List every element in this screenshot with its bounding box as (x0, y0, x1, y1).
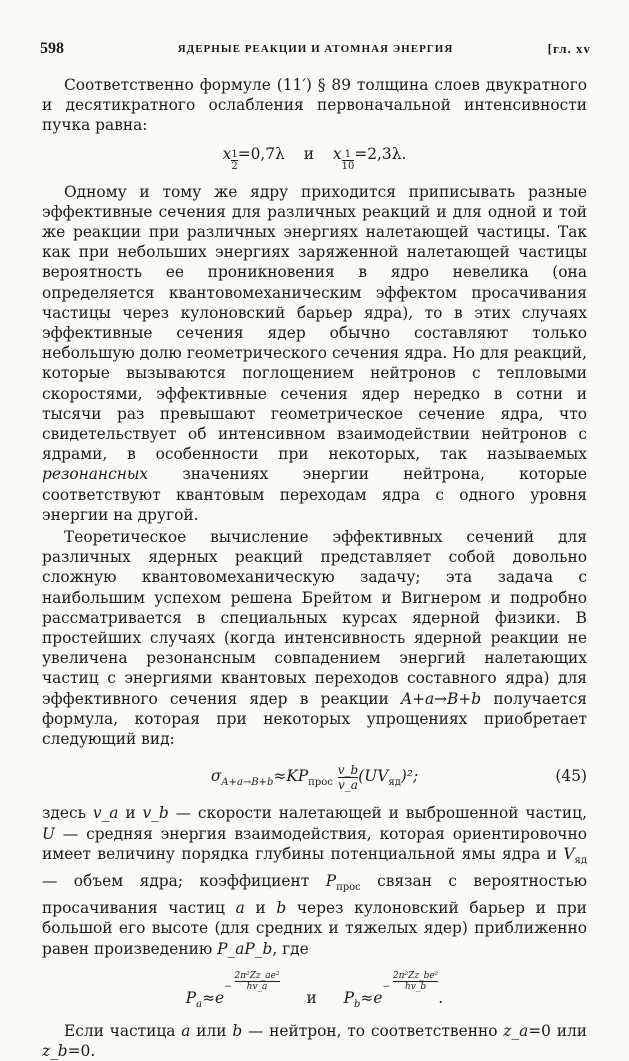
equation-thickness: x $\frac{1}{2}$ =0,7λ и x $\frac{1}{10}$ =2,3λ. (222, 144, 407, 172)
equation-number: (45) (555, 767, 587, 786)
running-header (40, 40, 591, 60)
equation-penetration: $P_a\approx e$ − $\frac{\text{2π²Zz\_ae²}}{hv\_a}$ и $P_b\approx e$ − $\frac{\text{2π²Zz\_be²}}{hv\_b}$ . (185, 970, 444, 1010)
emphasis-resonant: резонансных (42, 465, 149, 484)
running-title: ЯДЕРНЫЕ РЕАКЦИИ И АТОМНАЯ ЭНЕРГИЯ (177, 43, 454, 55)
page-number: 598 (40, 40, 64, 57)
paragraph-3: Теоретическое вычисление эффективных сечений для различных ядерных реакций представляет собой довольно сложную квантовомеханическую задачу; эта задача с наибольшим успехом решена Брейтом и Вигнером и подробно рассматривается в специальных курсах ядерной физики. В простейших случаях (когда интенсивность ядерной реакции не увеличена резонансным совпадением энергий налетающих частиц с энергиями квантовых переходов составного ядра) для эффективного сечения ядер в реакции A+a→B+b получается формула, которая при некоторых упрощениях приобретает следующий вид: (42, 528, 587, 749)
paragraph-2: Одному и тому же ядру приходится приписывать разные эффективные сечения для различных реакций и для одной и той же реакции при различных энергиях налетающей частицы. Так как при небольших энергиях заряженной налетающей частицы вероятность ее проникновения в ядро невелика (она определяется квантовомеханическим эффектом просачивания частицы через кулоновский барьер ядра), то в этих случаях эффективные сечения ядер обычно составляют только небольшую долю геометрического сечения ядра. Но для реакций, которые вызываются поглощением нейтронов с тепловыми скоростями, эффективные сечения ядер нередко в сотни и тысячи раз превышают геометрическое сечение ядра, что свидетельствует об интенсивном взаимодействии нейтронов с ядрами, в особенности при некоторых, так называемых резонансных значениях энергии нейтрона, которые соответствуют квантовым переходам ядра с одного уровня энергии на другой. (42, 182, 587, 524)
main-text (42, 75, 587, 1061)
paragraph-4: здесь v_a и v_b — скорости налетающей и выброшенной частиц, U — средняя энергия взаимодействия, которая ориентировочно имеет величину порядка глубины потенциальной ямы ядра и $V_{яд}$ — объем ядра; коэффициент $P_{прос}$ связан с вероятностью просачивания частиц a и b через кулоновский барьер и при большой его высоте (для средних и тяжелых ядер) приближенно равен произведению P_aP_b, где (42, 804, 587, 958)
reaction-formula: A+a→B+b (400, 689, 482, 708)
chapter-label: [гл. xv (547, 41, 591, 56)
equation-45: $\sigma_{A+a\to B+b}\approx KP_{прос}$ $\frac{v\_b}{v\_a}$ $(UV_{яд})^2$; (45) (42, 759, 587, 793)
paragraph-1: Соответственно формуле (11′) § 89 толщина слоев двукратного и десятикратного ослабления первоначальной интенсивности пучка равна: (42, 76, 587, 135)
paragraph-5: Если частица a или b — нейтрон, то соответственно z_a=0 или z_b=0. (42, 1021, 587, 1061)
